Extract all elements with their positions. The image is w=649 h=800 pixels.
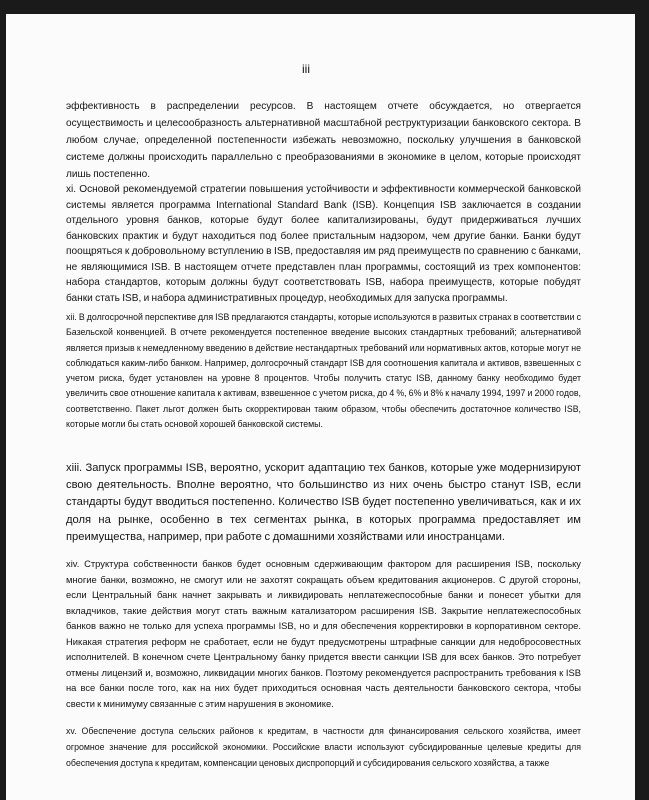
- paragraph-xv: xv. Обеспечение доступа сельских районов к кредитам, в частности для финансирования сельского хозяйства, имеет огромное значение для российской экономики. Российские власти используют субсидированные целевые кредиты для обеспечения доступа к кредитам, компенсации ценовых диспропорций и субсидирования сельского хозяйства, а также: [66, 726, 581, 768]
- paragraph-intro: эффективность в распределении ресурсов. В настоящем отчете обсуждается, но отвергается осуществимость и целесообразность альтернативной масштабной реструктуризации банковского сектора. В любом случае, определенной постепенности избежать невозможно, поскольку улучшения в банковской системе должны происходить параллельно с преобразованиями в экономике в целом, которые происходят лишь постепенно.: [66, 101, 581, 180]
- paragraph-xii: xii. В долгосрочной перспективе для ISB предлагаются стандарты, которые используются в развитых странах в соответствии с Базельской конвенцией. В отчете рекомендуется постепенное введение высоких стандартных требований; альтернативой является призыв к немедленному введению в действие нестандартных требований или нормативных актов, которые могут не соблюдаться каким-либо банком. Например, долгосрочный стандарт ISB для соотношения капитала и активов, взвешенных с учетом риска, будет установлен на уровне 8 процентов. Чтобы получить статус ISB, данному банку необходимо будет увеличить свое отношение капитала к активам, взвешенное с учетом риска, до 4 %, 6% и 8% к началу 1994, 1997 и 2000 годов, соответственно. Пакет льгот должен быть скорректирован таким образом, чтобы обеспечить достаточное количество ISB, которые могли бы стать основой хорошей банковской системы.: [66, 312, 581, 430]
- page-number: iii: [302, 62, 310, 76]
- paragraph-xiii: xiii. Запуск программы ISB, вероятно, ускорит адаптацию тех банков, которые уже модернизируют свою деятельность. Вполне вероятно, что большинство из них очень быстро станут ISB, если стандарты будут вводиться постепенно. Количество ISB будет постепенно увеличиваться, как и их доля на рынке, особенно в тех сегментах рынка, в которых программа предоставляет им преимущества, например, при работе с домашними хозяйствами или иностранцами.: [66, 462, 581, 543]
- document-page: [6, 14, 635, 800]
- paragraph-xiv: xiv. Структура собственности банков будет основным сдерживающим фактором для расширения ISB, поскольку многие банки, возможно, не смогут или не захотят сокращать объем кредитования акционеров. С другой стороны, если Центральный банк начнет закрывать и ликвидировать неплатежеспособные банки и понесет убытки для вкладчиков, такие действия могут стать важным катализатором расширения ISB. Закрытие неплатежеспособных банков важно не только для успеха программы ISB, но и для обеспечения корректировки в корпоративном секторе. Никакая стратегия реформ не сработает, если не будут предусмотрены штрафные санкции для недобросовестных исполнителей. В конечном счете Центральному банку придется ввести санкции ISB для всех банков. Это потребует отмены лицензий и, возможно, ликвидации многих банков. Поэтому рекомендуется распространить требования к ISB на все банки после того, как на них будет приходиться основная часть деятельности банковского сектора, чтобы свести к минимуму связанные с этим нарушения в экономике.: [66, 558, 581, 709]
- paragraph-xi: xi. Основой рекомендуемой стратегии повышения устойчивости и эффективности коммерческой банковской системы является программа International Standard Bank (ISB). Концепция ISB заключается в создании отдельного уровня банков, которые будут более капитализированы, будут придерживаться лучших банковских практик и будут находиться под более пристальным надзором, чем другие банки. Банки будут поощряться к добровольному вступлению в ISB, предоставляя им ряд преимуществ по сравнению с банками, не являющимися ISB. В настоящем отчете представлен план программы, состоящий из трех компонентов: набора стандартов, которым должны будут соответствовать ISB, набора преимуществ, которые побудят банки стать ISB, и набора административных процедур, необходимых для запуска программы.: [66, 184, 581, 304]
